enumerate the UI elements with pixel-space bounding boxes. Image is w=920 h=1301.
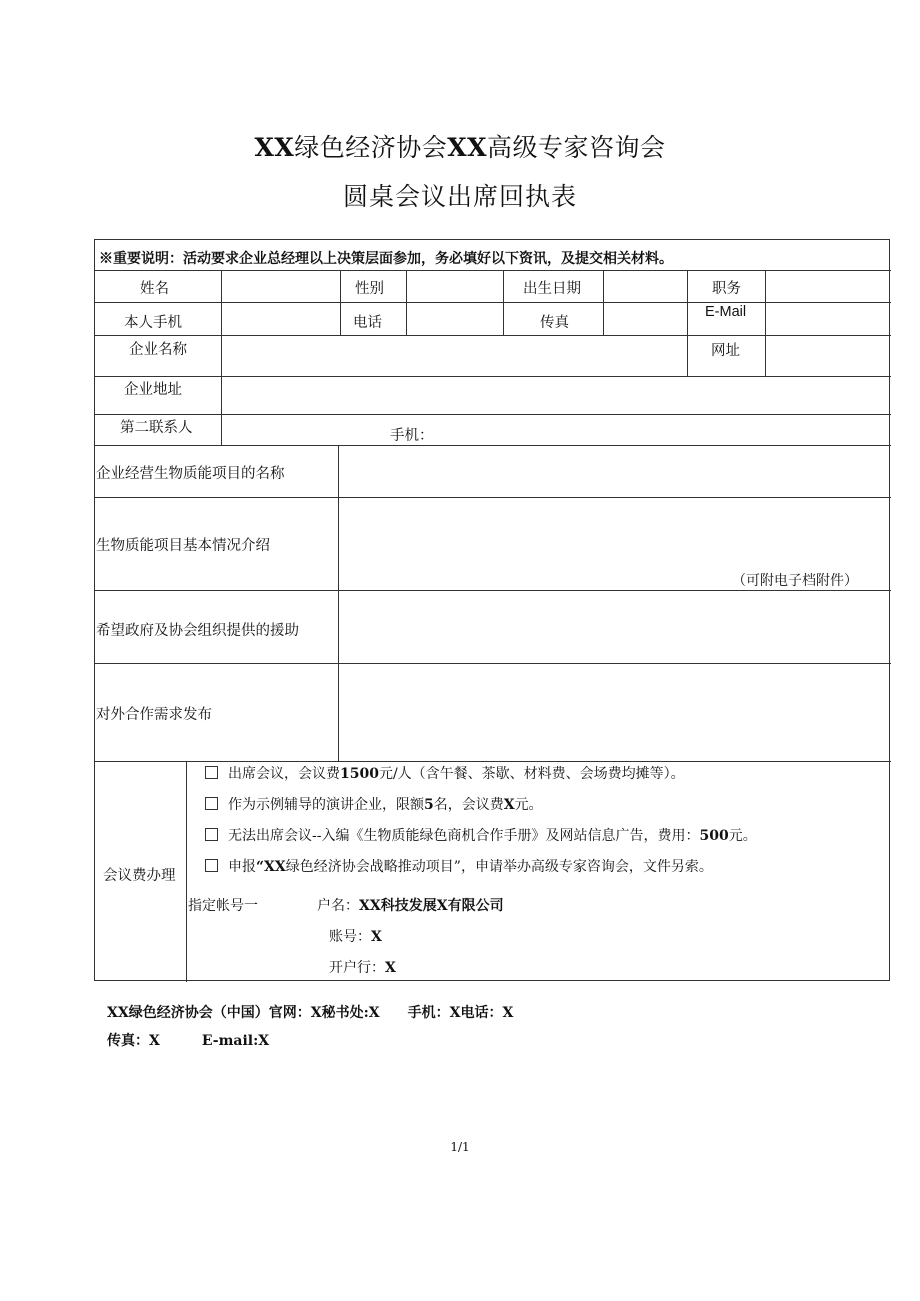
account-label: 指定帐号一 xyxy=(188,898,258,914)
label-birthdate: 出生日期 xyxy=(523,281,581,297)
footer-contact-line1: XX绿色经济协会（中国）官网：X秘书处:X 手机：X电话：X xyxy=(107,1005,514,1021)
document-title xyxy=(0,128,920,164)
footer-contact-line2: 传真：X E-mail:X xyxy=(107,1033,270,1049)
label-fees: 会议费办理 xyxy=(103,868,176,884)
label-address: 企业地址 xyxy=(124,382,182,398)
fee-option-attend[interactable]: 出席会议，会议费1500元/人（含午餐、茶歇、材料费、会场费均摊等）。 xyxy=(205,763,685,783)
label-project-name: 企业经营生物质能项目的名称 xyxy=(96,466,285,482)
project-intro-field[interactable] xyxy=(345,502,885,562)
label-phone: 电话 xyxy=(353,315,382,331)
label-website: 网址 xyxy=(711,343,740,359)
label-name: 姓名 xyxy=(140,281,169,297)
account-number: 账号：X xyxy=(329,929,382,945)
phone-field[interactable] xyxy=(415,307,501,331)
fee-option-project[interactable]: 申报“XX绿色经济协会战略推动项目”，申请举办高级专家咨询会，文件另索。 xyxy=(205,856,713,876)
fee-option-speaker[interactable]: 作为示例辅导的演讲企业，限额5名，会议费X元。 xyxy=(205,794,543,814)
account-bank: 开户行：X xyxy=(329,960,396,976)
title-xx-2: XX xyxy=(447,133,488,162)
label-company: 企业名称 xyxy=(129,342,187,358)
checkbox-icon[interactable] xyxy=(205,797,218,810)
gender-field[interactable] xyxy=(415,275,501,299)
label-contact-mobile: 手机： xyxy=(390,428,434,444)
label-mobile: 本人手机 xyxy=(124,315,182,331)
title-event: 高级专家咨询会 xyxy=(487,133,666,162)
document-subtitle: 圆桌会议出席回执表 xyxy=(342,182,577,211)
cooperation-field[interactable] xyxy=(345,668,885,756)
checkbox-icon[interactable] xyxy=(205,766,218,779)
title-org: 绿色经济协会 xyxy=(294,133,448,162)
account-name: 户名：XX科技发展X有限公司 xyxy=(317,898,504,914)
checkbox-icon[interactable] xyxy=(205,859,218,872)
company-field[interactable] xyxy=(230,340,680,370)
label-project-intro: 生物质能项目基本情况介绍 xyxy=(96,538,270,554)
label-fax: 传真 xyxy=(540,315,569,331)
name-field[interactable] xyxy=(230,275,338,299)
project-name-field[interactable] xyxy=(345,450,885,492)
checkbox-icon[interactable] xyxy=(205,828,218,841)
label-cooperation: 对外合作需求发布 xyxy=(96,707,212,723)
title-xx-1: XX xyxy=(254,133,295,162)
reply-form xyxy=(94,239,890,981)
important-notice: ※重要说明：活动要求企业总经理以上决策层面参加，务必填好以下资讯，及提交相关材料。 xyxy=(99,251,673,267)
email-field[interactable] xyxy=(770,307,885,331)
support-field[interactable] xyxy=(345,595,885,657)
label-second-contact: 第二联系人 xyxy=(120,420,193,436)
label-support: 希望政府及协会组织提供的援助 xyxy=(96,623,299,639)
label-gender: 性别 xyxy=(355,281,384,297)
page-number: 1/1 xyxy=(450,1140,470,1154)
position-field[interactable] xyxy=(770,275,885,299)
label-position: 职务 xyxy=(712,281,741,297)
fee-option-advertise[interactable]: 无法出席会议--入编《生物质能绿色商机合作手册》及网站信息广告，费用：500元。 xyxy=(205,825,757,845)
attachment-note: （可附电子档附件） xyxy=(732,573,858,589)
label-email: E-Mail xyxy=(705,304,747,320)
mobile-field[interactable] xyxy=(230,307,338,331)
website-field[interactable] xyxy=(770,340,885,370)
address-field[interactable] xyxy=(230,380,880,410)
